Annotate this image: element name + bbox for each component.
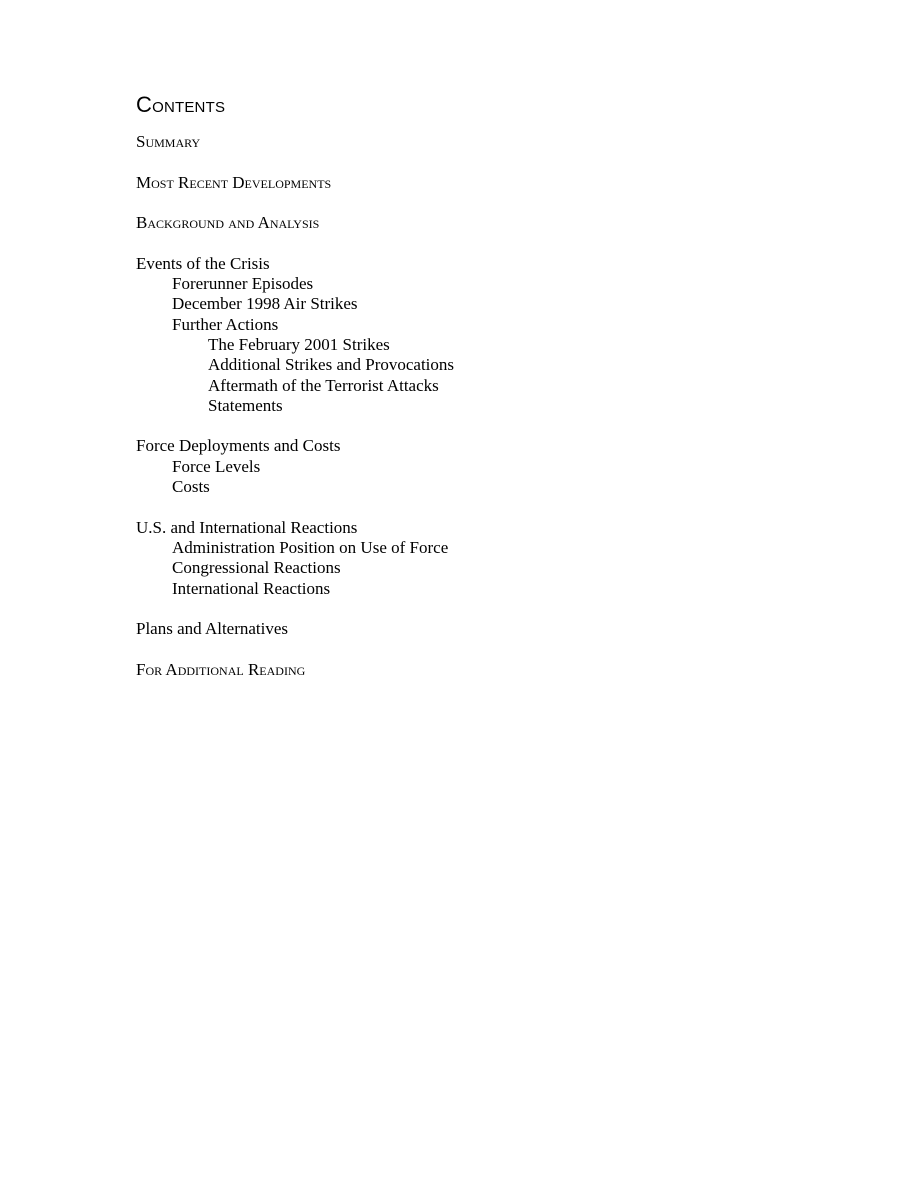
spacer xyxy=(136,639,836,659)
spacer xyxy=(136,233,836,253)
contents-heading: Contents xyxy=(136,92,226,117)
toc-entry-most-recent-developments[interactable]: Most Recent Developments xyxy=(136,172,332,192)
toc-entry-events-of-the-crisis[interactable]: Events of the Crisis xyxy=(136,253,270,273)
toc-entry-force-deployments-and-costs[interactable]: Force Deployments and Costs xyxy=(136,436,341,456)
toc-entry-summary[interactable]: Summary xyxy=(136,132,201,151)
spacer xyxy=(136,416,836,436)
toc-entry-costs[interactable]: Costs xyxy=(172,477,210,497)
toc-entry-further-actions[interactable]: Further Actions xyxy=(172,314,279,334)
spacer xyxy=(136,497,836,517)
toc-entry-december-1998-air-strikes[interactable]: December 1998 Air Strikes xyxy=(172,294,358,314)
toc-entry-background-and-analysis[interactable]: Background and Analysis xyxy=(136,213,320,233)
toc-entry-additional-strikes[interactable]: Additional Strikes and Provocations xyxy=(208,355,455,375)
spacer xyxy=(136,152,836,172)
spacer xyxy=(136,193,836,213)
toc-entry-international-reactions[interactable]: International Reactions xyxy=(172,578,331,598)
toc-entry-statements[interactable]: Statements xyxy=(208,395,283,415)
toc-entry-us-and-international-reactions[interactable]: U.S. and International Reactions xyxy=(136,517,358,537)
toc-entry-forerunner-episodes[interactable]: Forerunner Episodes xyxy=(172,274,314,294)
toc-entry-plans-and-alternatives[interactable]: Plans and Alternatives xyxy=(136,619,289,639)
table-of-contents xyxy=(136,90,836,680)
toc-entry-administration-position[interactable]: Administration Position on Use of Force xyxy=(172,537,449,557)
toc-entry-february-2001-strikes[interactable]: The February 2001 Strikes xyxy=(208,334,390,354)
toc-entry-aftermath-terrorist-attacks[interactable]: Aftermath of the Terrorist Attacks xyxy=(208,375,439,395)
toc-entry-congressional-reactions[interactable]: Congressional Reactions xyxy=(172,558,341,578)
toc-entry-force-levels[interactable]: Force Levels xyxy=(172,456,261,476)
spacer xyxy=(136,599,836,619)
toc-entry-for-additional-reading[interactable]: For Additional Reading xyxy=(136,659,306,679)
